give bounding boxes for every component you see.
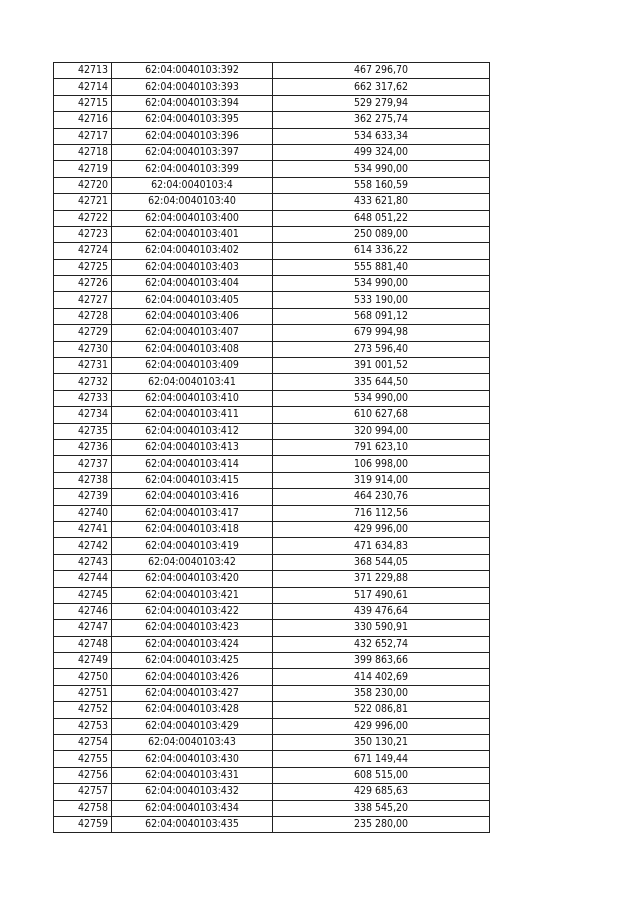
row-number-cell: 42725 [54,259,112,275]
value-cell: 399 863,66 [273,653,490,669]
cadastral-number-cell: 62:04:0040103:427 [112,685,273,701]
value-cell: 558 160,59 [273,177,490,193]
table-row [54,800,490,816]
table-row [54,489,490,505]
table-row [54,521,490,537]
value-cell: 662 317,62 [273,79,490,95]
row-number-cell: 42734 [54,407,112,423]
value-cell: 534 990,00 [273,276,490,292]
table-row [54,63,490,79]
cadastral-number-cell: 62:04:0040103:4 [112,177,273,193]
cadastral-number-cell: 62:04:0040103:431 [112,767,273,783]
row-number-cell: 42745 [54,587,112,603]
table-row [54,374,490,390]
value-cell: 429 685,63 [273,784,490,800]
value-cell: 439 476,64 [273,603,490,619]
cadastral-number-cell: 62:04:0040103:413 [112,439,273,455]
table-row [54,259,490,275]
row-number-cell: 42715 [54,95,112,111]
value-cell: 499 324,00 [273,144,490,160]
table-row [54,538,490,554]
row-number-cell: 42739 [54,489,112,505]
cadastral-number-cell: 62:04:0040103:403 [112,259,273,275]
table-row [54,292,490,308]
value-cell: 335 644,50 [273,374,490,390]
cadastral-number-cell: 62:04:0040103:416 [112,489,273,505]
table-row [54,456,490,472]
cadastral-number-cell: 62:04:0040103:432 [112,784,273,800]
row-number-cell: 42737 [54,456,112,472]
cadastral-value-table [53,62,490,833]
value-cell: 614 336,22 [273,243,490,259]
table-row [54,276,490,292]
row-number-cell: 42716 [54,112,112,128]
value-cell: 517 490,61 [273,587,490,603]
cadastral-number-cell: 62:04:0040103:424 [112,636,273,652]
value-cell: 235 280,00 [273,816,490,832]
value-cell: 671 149,44 [273,751,490,767]
row-number-cell: 42756 [54,767,112,783]
value-cell: 362 275,74 [273,112,490,128]
table-row [54,407,490,423]
cadastral-number-cell: 62:04:0040103:406 [112,308,273,324]
table-row [54,669,490,685]
value-cell: 391 001,52 [273,358,490,374]
row-number-cell: 42730 [54,341,112,357]
cadastral-number-cell: 62:04:0040103:425 [112,653,273,669]
table-row [54,423,490,439]
table-row [54,325,490,341]
cadastral-number-cell: 62:04:0040103:401 [112,226,273,242]
row-number-cell: 42714 [54,79,112,95]
row-number-cell: 42741 [54,521,112,537]
cadastral-number-cell: 62:04:0040103:426 [112,669,273,685]
cadastral-number-cell: 62:04:0040103:42 [112,554,273,570]
table-row [54,95,490,111]
row-number-cell: 42727 [54,292,112,308]
table-row [54,702,490,718]
table-row [54,571,490,587]
value-cell: 432 652,74 [273,636,490,652]
table-row [54,439,490,455]
row-number-cell: 42747 [54,620,112,636]
cadastral-number-cell: 62:04:0040103:428 [112,702,273,718]
value-cell: 534 990,00 [273,390,490,406]
row-number-cell: 42752 [54,702,112,718]
row-number-cell: 42743 [54,554,112,570]
table-row [54,751,490,767]
cadastral-number-cell: 62:04:0040103:402 [112,243,273,259]
cadastral-number-cell: 62:04:0040103:400 [112,210,273,226]
cadastral-number-cell: 62:04:0040103:421 [112,587,273,603]
row-number-cell: 42750 [54,669,112,685]
row-number-cell: 42753 [54,718,112,734]
cadastral-number-cell: 62:04:0040103:417 [112,505,273,521]
table-row [54,620,490,636]
table-row [54,210,490,226]
row-number-cell: 42718 [54,144,112,160]
cadastral-number-cell: 62:04:0040103:392 [112,63,273,79]
cadastral-number-cell: 62:04:0040103:399 [112,161,273,177]
value-cell: 429 996,00 [273,521,490,537]
table-row [54,243,490,259]
row-number-cell: 42746 [54,603,112,619]
cadastral-number-cell: 62:04:0040103:396 [112,128,273,144]
value-cell: 648 051,22 [273,210,490,226]
table-row [54,308,490,324]
value-cell: 106 998,00 [273,456,490,472]
row-number-cell: 42754 [54,735,112,751]
row-number-cell: 42731 [54,358,112,374]
value-cell: 533 190,00 [273,292,490,308]
value-cell: 414 402,69 [273,669,490,685]
value-cell: 338 545,20 [273,800,490,816]
value-cell: 522 086,81 [273,702,490,718]
row-number-cell: 42719 [54,161,112,177]
cadastral-number-cell: 62:04:0040103:429 [112,718,273,734]
table-row [54,505,490,521]
cadastral-number-cell: 62:04:0040103:41 [112,374,273,390]
cadastral-number-cell: 62:04:0040103:434 [112,800,273,816]
value-cell: 330 590,91 [273,620,490,636]
row-number-cell: 42729 [54,325,112,341]
cadastral-number-cell: 62:04:0040103:408 [112,341,273,357]
cadastral-number-cell: 62:04:0040103:412 [112,423,273,439]
value-cell: 534 633,34 [273,128,490,144]
row-number-cell: 42717 [54,128,112,144]
row-number-cell: 42724 [54,243,112,259]
cadastral-number-cell: 62:04:0040103:409 [112,358,273,374]
row-number-cell: 42726 [54,276,112,292]
table-row [54,128,490,144]
table-row [54,587,490,603]
row-number-cell: 42720 [54,177,112,193]
value-cell: 471 634,83 [273,538,490,554]
cadastral-number-cell: 62:04:0040103:397 [112,144,273,160]
value-cell: 568 091,12 [273,308,490,324]
value-cell: 368 544,05 [273,554,490,570]
cadastral-number-cell: 62:04:0040103:435 [112,816,273,832]
cadastral-number-cell: 62:04:0040103:411 [112,407,273,423]
cadastral-number-cell: 62:04:0040103:407 [112,325,273,341]
value-cell: 429 996,00 [273,718,490,734]
cadastral-number-cell: 62:04:0040103:394 [112,95,273,111]
value-cell: 250 089,00 [273,226,490,242]
cadastral-number-cell: 62:04:0040103:393 [112,79,273,95]
table-row [54,735,490,751]
row-number-cell: 42732 [54,374,112,390]
row-number-cell: 42749 [54,653,112,669]
cadastral-number-cell: 62:04:0040103:423 [112,620,273,636]
value-cell: 610 627,68 [273,407,490,423]
table-body [54,63,490,833]
table-row [54,177,490,193]
cadastral-number-cell: 62:04:0040103:414 [112,456,273,472]
cadastral-number-cell: 62:04:0040103:405 [112,292,273,308]
value-cell: 555 881,40 [273,259,490,275]
cadastral-number-cell: 62:04:0040103:418 [112,521,273,537]
cadastral-number-cell: 62:04:0040103:419 [112,538,273,554]
table-row [54,767,490,783]
row-number-cell: 42728 [54,308,112,324]
value-cell: 273 596,40 [273,341,490,357]
row-number-cell: 42755 [54,751,112,767]
value-cell: 319 914,00 [273,472,490,488]
cadastral-number-cell: 62:04:0040103:43 [112,735,273,751]
cadastral-number-cell: 62:04:0040103:420 [112,571,273,587]
row-number-cell: 42751 [54,685,112,701]
value-cell: 791 623,10 [273,439,490,455]
row-number-cell: 42723 [54,226,112,242]
row-number-cell: 42757 [54,784,112,800]
cadastral-number-cell: 62:04:0040103:410 [112,390,273,406]
cadastral-number-cell: 62:04:0040103:430 [112,751,273,767]
table-row [54,554,490,570]
row-number-cell: 42721 [54,194,112,210]
table-row [54,79,490,95]
cadastral-number-cell: 62:04:0040103:422 [112,603,273,619]
row-number-cell: 42738 [54,472,112,488]
cadastral-number-cell: 62:04:0040103:395 [112,112,273,128]
table-row [54,636,490,652]
value-cell: 608 515,00 [273,767,490,783]
row-number-cell: 42733 [54,390,112,406]
table-row [54,784,490,800]
table-row [54,816,490,832]
value-cell: 358 230,00 [273,685,490,701]
value-cell: 320 994,00 [273,423,490,439]
row-number-cell: 42722 [54,210,112,226]
value-cell: 679 994,98 [273,325,490,341]
table-row [54,603,490,619]
value-cell: 433 621,80 [273,194,490,210]
row-number-cell: 42735 [54,423,112,439]
row-number-cell: 42744 [54,571,112,587]
table-row [54,472,490,488]
value-cell: 534 990,00 [273,161,490,177]
row-number-cell: 42759 [54,816,112,832]
value-cell: 716 112,56 [273,505,490,521]
table-row [54,144,490,160]
value-cell: 529 279,94 [273,95,490,111]
table-row [54,718,490,734]
table-row [54,685,490,701]
table-row [54,358,490,374]
value-cell: 350 130,21 [273,735,490,751]
table-row [54,390,490,406]
table-row [54,341,490,357]
row-number-cell: 42736 [54,439,112,455]
table-row [54,653,490,669]
row-number-cell: 42713 [54,63,112,79]
row-number-cell: 42742 [54,538,112,554]
cadastral-number-cell: 62:04:0040103:40 [112,194,273,210]
value-cell: 467 296,70 [273,63,490,79]
table-row [54,194,490,210]
cadastral-number-cell: 62:04:0040103:404 [112,276,273,292]
value-cell: 371 229,88 [273,571,490,587]
row-number-cell: 42748 [54,636,112,652]
value-cell: 464 230,76 [273,489,490,505]
row-number-cell: 42740 [54,505,112,521]
table-row [54,226,490,242]
row-number-cell: 42758 [54,800,112,816]
cadastral-number-cell: 62:04:0040103:415 [112,472,273,488]
table-row [54,161,490,177]
table-row [54,112,490,128]
